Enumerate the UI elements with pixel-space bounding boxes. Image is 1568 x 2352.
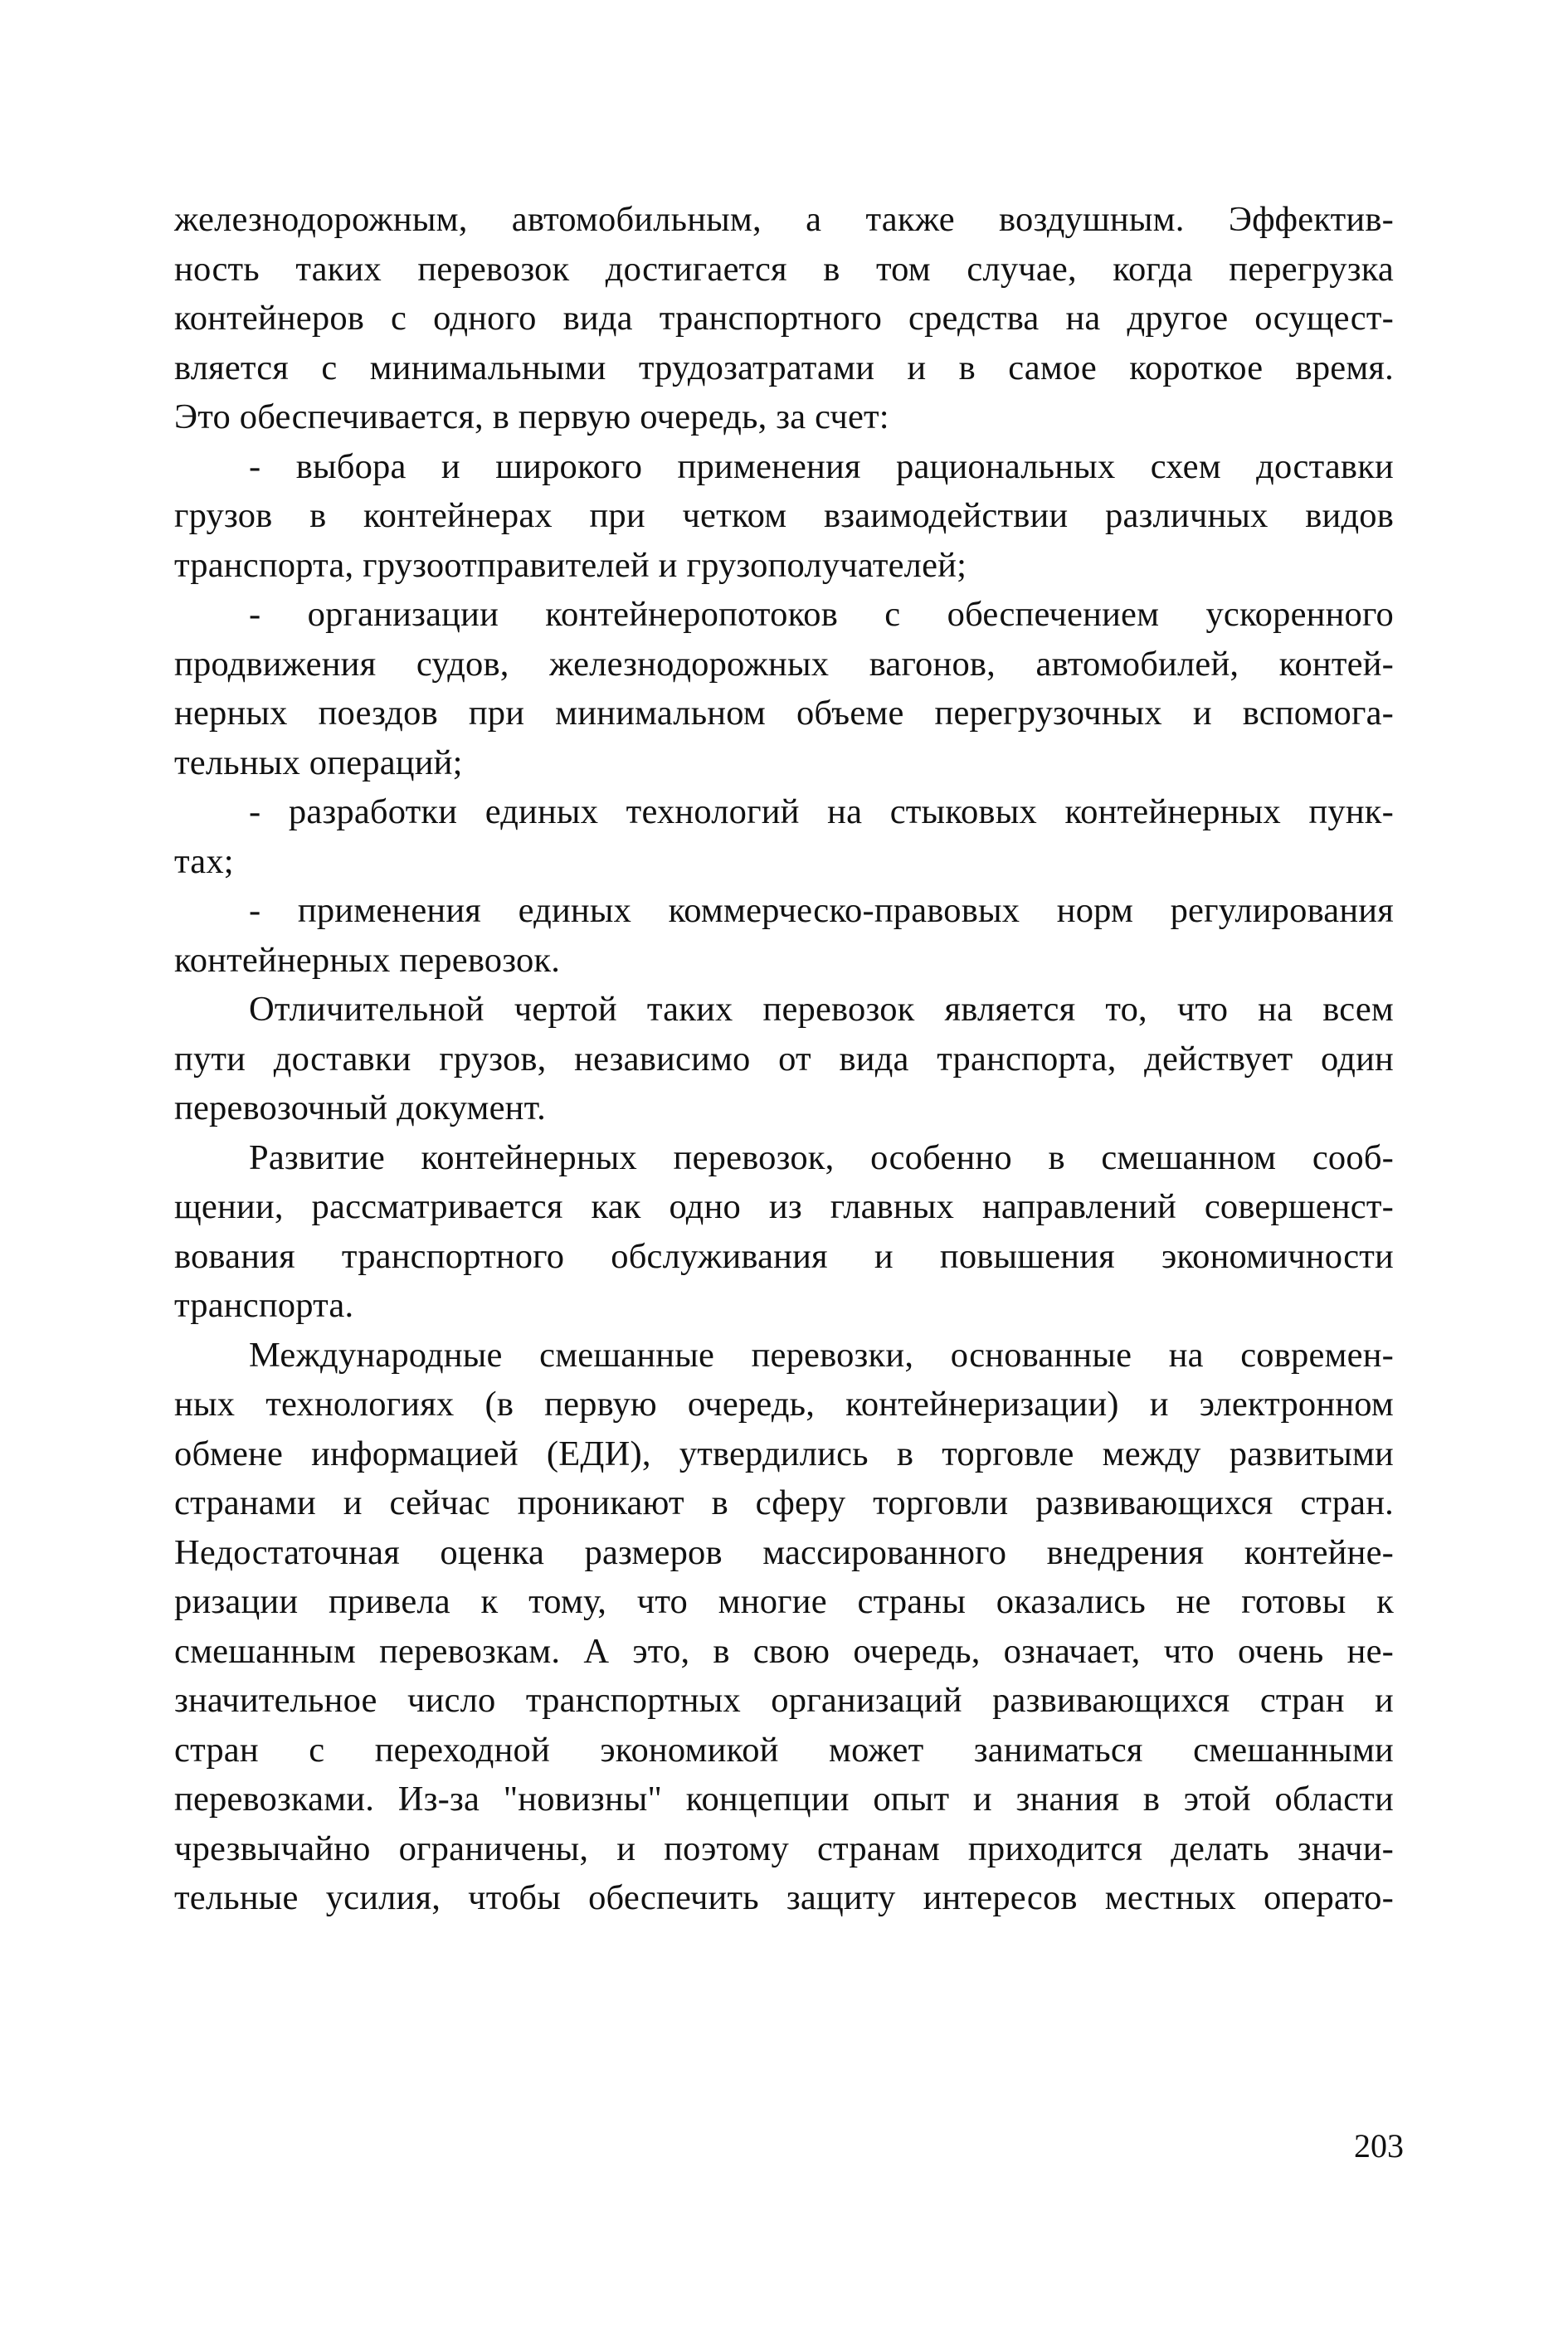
text-line: Это обеспечивается, в первую очередь, за счет:: [174, 397, 889, 436]
text-line: тельные усилия, чтобы обеспечить защиту интересов местных операто-: [174, 1878, 1394, 1917]
text-line: - разработки единых технологий на стыковых контейнерных пунк-: [249, 792, 1394, 831]
text-line: значительное число транспортных организаций развивающихся стран и: [174, 1681, 1394, 1720]
text-line: ность таких перевозок достигается в том случае, когда перегрузка: [174, 249, 1394, 289]
text-line: ризации привела к тому, что многие страны оказались не готовы к: [174, 1582, 1394, 1621]
text-line: продвижения судов, железнодорожных вагонов, автомобилей, контей-: [174, 644, 1394, 684]
text-line: - применения единых коммерческо-правовых норм регулирования: [249, 891, 1394, 930]
text-line: Развитие контейнерных перевозок, особенно в смешанном сооб-: [249, 1137, 1394, 1177]
page-number: 203: [1354, 2127, 1404, 2165]
text-line: перевозочный документ.: [174, 1088, 546, 1127]
text-line: обмене информацией (ЕДИ), утвердились в торговле между развитыми: [174, 1434, 1394, 1473]
text-line: Отличительной чертой таких перевозок является то, что на всем: [249, 990, 1394, 1029]
text-line: смешанным перевозкам. А это, в свою очередь, означает, что очень не-: [174, 1631, 1394, 1671]
text-line: странами и сейчас проникают в сферу торговли развивающихся стран.: [174, 1483, 1394, 1522]
text-line: транспорта, грузоотправителей и грузополучателей;: [174, 545, 967, 585]
text-line: ных технологиях (в первую очередь, контейнеризации) и электронном: [174, 1385, 1394, 1424]
text-line: контейнерных перевозок.: [174, 940, 561, 980]
text-line: пути доставки грузов, независимо от вида транспорта, действует один: [174, 1039, 1394, 1079]
text-line: вования транспортного обслуживания и повышения экономичности: [174, 1236, 1394, 1276]
text-line: тельных операций;: [174, 743, 463, 782]
text-line: щении, рассматривается как одно из главных направлений совершенст-: [174, 1187, 1394, 1226]
text-line: перевозками. Из-за "новизны" концепции опыт и знания в этой области: [174, 1780, 1394, 1819]
text-line: Международные смешанные перевозки, основанные на современ-: [249, 1335, 1394, 1375]
text-line: нерных поездов при минимальном объеме перегрузочных и вспомога-: [174, 694, 1394, 733]
text-line: тах;: [174, 841, 234, 881]
text-line: Недостаточная оценка размеров массированного внедрения контейне-: [174, 1532, 1394, 1572]
text-line: чрезвычайно ограничены, и поэтому странам приходится делать значи-: [174, 1829, 1394, 1868]
text-line: грузов в контейнерах при четком взаимодействии различных видов: [174, 496, 1394, 535]
body-text: [174, 195, 1394, 1923]
text-line: стран с переходной экономикой может заниматься смешанными: [174, 1730, 1394, 1770]
text-line: контейнеров с одного вида транспортного средства на другое осущест-: [174, 299, 1394, 338]
text-line: железнодорожным, автомобильным, а также воздушным. Эффектив-: [174, 200, 1394, 239]
text-line: вляется с минимальными трудозатратами и в самое короткое время.: [174, 348, 1394, 387]
text-line: - выбора и широкого применения рациональных схем доставки: [249, 446, 1394, 486]
text-line: транспорта.: [174, 1286, 354, 1325]
text-line: - организации контейнеропотоков с обеспечением ускоренного: [249, 595, 1394, 634]
